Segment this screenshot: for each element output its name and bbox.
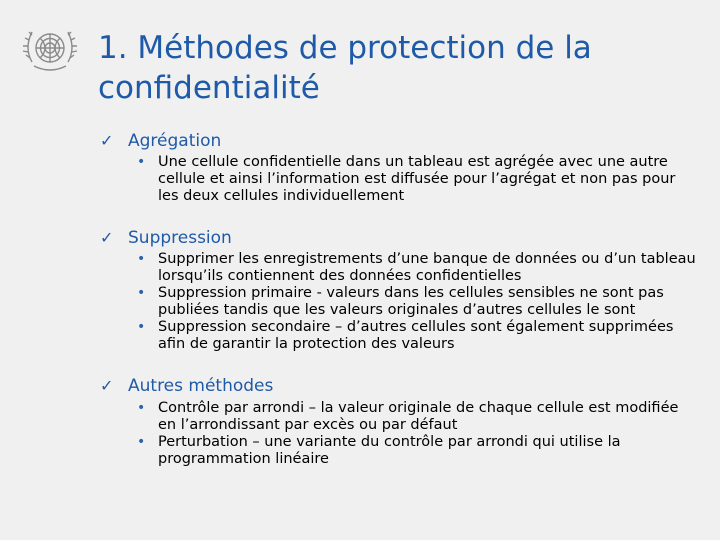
bullet-list [98, 251, 698, 353]
list-item-text: Suppression primaire - valeurs dans les cellules sensibles ne sont pas publiées tandis que les valeurs originales d’autres cellules le sont [158, 285, 664, 318]
section-agregation [98, 130, 698, 205]
section-heading [98, 130, 698, 152]
checkmark-icon: ✓ [100, 131, 114, 150]
list-item [137, 319, 698, 353]
un-emblem-icon [18, 22, 82, 78]
section-heading [98, 227, 698, 249]
section-heading-text: Agrégation [128, 131, 222, 151]
bullet-dot-icon: • [137, 434, 146, 450]
list-item [137, 251, 698, 285]
list-item [137, 434, 698, 468]
checkmark-icon: ✓ [100, 228, 114, 247]
checkmark-icon: ✓ [100, 376, 114, 395]
bullet-dot-icon: • [137, 319, 146, 335]
content-area [98, 130, 698, 490]
list-item-text: Supprimer les enregistrements d’une banque de données ou d’un tableau lorsqu’ils contiennent des données confidentielles [158, 251, 696, 284]
section-suppression [98, 227, 698, 353]
list-item [137, 154, 698, 205]
bullet-list [98, 400, 698, 468]
section-heading-text: Suppression [128, 228, 232, 248]
bullet-dot-icon: • [137, 251, 146, 267]
list-item-text: Suppression secondaire – d’autres cellules sont également supprimées afin de garantir la protection des valeurs [158, 319, 674, 352]
page-title: 1. Méthodes de protection de la confidentialité [98, 30, 592, 106]
list-item-text: Une cellule confidentielle dans un tableau est agrégée avec une autre cellule et ainsi l’information est diffusée pour l’agrégat et non pas pour les deux cellules individuellement [158, 154, 676, 204]
bullet-dot-icon: • [137, 154, 146, 170]
section-heading [98, 375, 698, 397]
list-item-text: Contrôle par arrondi – la valeur originale de chaque cellule est modifiée en l’arrondissant par excès ou par défaut [158, 400, 679, 433]
list-item [137, 400, 698, 434]
list-item [137, 285, 698, 319]
bullet-dot-icon: • [137, 400, 146, 416]
list-item-text: Perturbation – une variante du contrôle par arrondi qui utilise la programmation linéaire [158, 434, 621, 467]
bullet-list [98, 154, 698, 205]
bullet-dot-icon: • [137, 285, 146, 301]
section-heading-text: Autres méthodes [128, 376, 274, 396]
section-autres-methodes [98, 375, 698, 468]
